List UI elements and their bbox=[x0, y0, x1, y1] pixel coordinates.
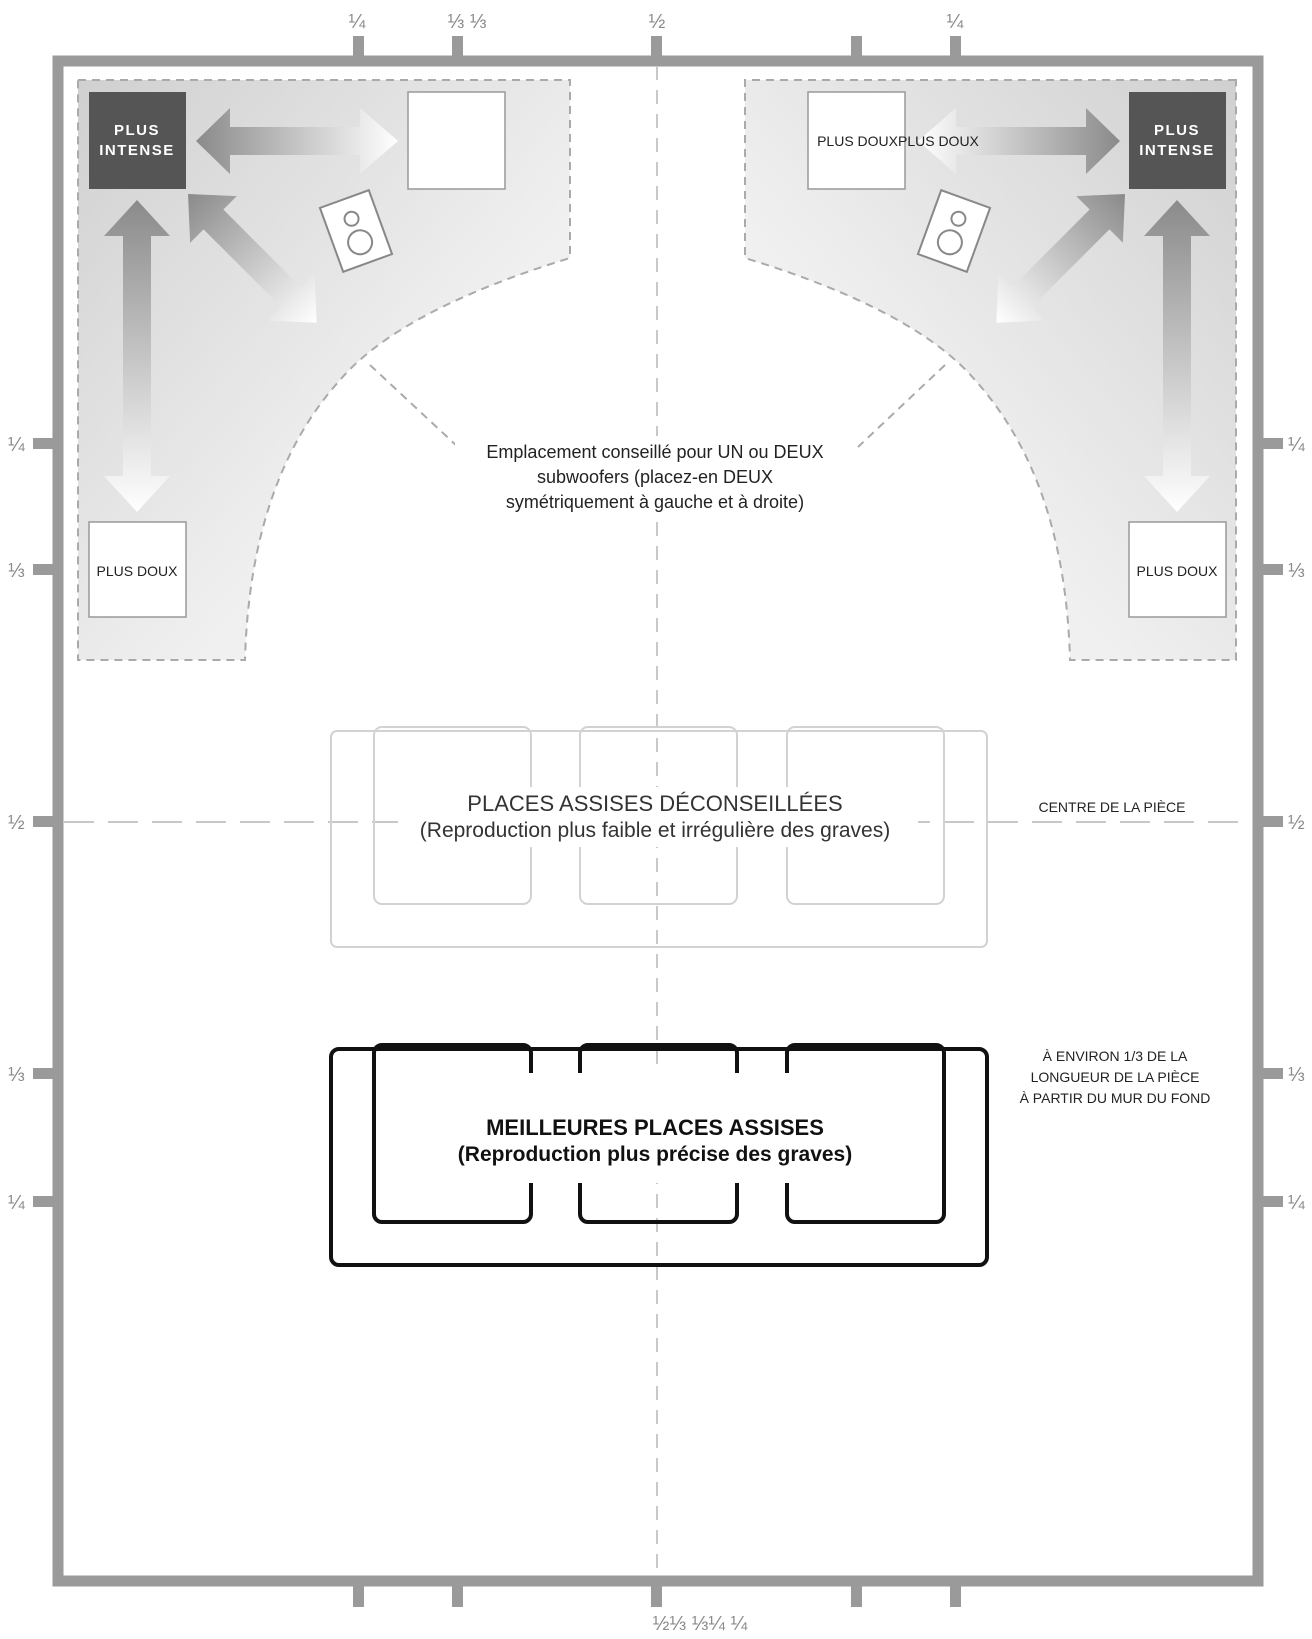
right-top-softer-label: PLUS DOUXPLUS DOUX bbox=[817, 133, 979, 149]
tick-mark bbox=[33, 816, 55, 827]
bad-seating-title: PLACES ASSISES DÉCONSEILLÉES bbox=[467, 791, 843, 816]
bad-seating-subtitle: (Reproduction plus faible et irrégulière des graves) bbox=[419, 819, 891, 842]
center-of-room-label: CENTRE DE LA PIÈCE bbox=[1038, 799, 1186, 815]
left-intense-box bbox=[89, 92, 186, 189]
tick-mark bbox=[651, 1583, 662, 1607]
distance-note-line: À PARTIR DU MUR DU FOND bbox=[1019, 1090, 1211, 1106]
tick-mark bbox=[452, 1583, 463, 1607]
right-tick-labels bbox=[1288, 434, 1305, 1214]
left-zone-pointer bbox=[370, 365, 458, 447]
right-intense-box bbox=[1129, 92, 1226, 189]
tick-mark bbox=[452, 36, 463, 60]
tick-label: ¼ bbox=[348, 11, 366, 33]
left-softer-label: PLUS DOUX bbox=[96, 563, 178, 579]
tick-mark bbox=[651, 36, 662, 60]
top-tick-labels bbox=[349, 11, 964, 33]
tick-mark bbox=[950, 1583, 961, 1607]
tick-mark bbox=[851, 1583, 862, 1607]
right-zone-pointer bbox=[858, 365, 945, 447]
best-seating-title: MEILLEURES PLACES ASSISES bbox=[486, 1115, 824, 1140]
tick-mark bbox=[1261, 1068, 1283, 1079]
right-softer-label: PLUS DOUX bbox=[1136, 563, 1218, 579]
left-intense-label: PLUS bbox=[113, 122, 161, 139]
left-top-softer-box bbox=[408, 92, 505, 189]
tick-label: ¼ bbox=[1288, 434, 1305, 456]
bottom-ticks bbox=[353, 1583, 961, 1607]
tick-mark bbox=[1261, 564, 1283, 575]
tick-mark bbox=[353, 36, 364, 60]
tick-label: ¼ bbox=[8, 1192, 25, 1214]
tick-mark bbox=[33, 1068, 55, 1079]
tick-label: ⅓ bbox=[8, 1064, 25, 1086]
distance-note bbox=[1020, 1048, 1211, 1106]
distance-note-line: À ENVIRON 1/3 DE LA bbox=[1042, 1048, 1188, 1064]
tick-mark bbox=[33, 438, 55, 449]
tick-mark bbox=[1261, 1196, 1283, 1207]
tick-label: ⅓ bbox=[1288, 560, 1305, 582]
tick-mark bbox=[950, 36, 961, 60]
left-intense-label: INTENSE bbox=[99, 142, 175, 159]
tick-label: ½ bbox=[8, 812, 25, 834]
tick-mark bbox=[1261, 438, 1283, 449]
bottom-tick-labels: ½⅓ ⅓¼ ¼ bbox=[652, 1613, 748, 1635]
tick-label: ¼ bbox=[946, 11, 964, 33]
distance-note-line: LONGUEUR DE LA PIÈCE bbox=[1030, 1069, 1200, 1085]
recommendation-line: symétriquement à gauche et à droite) bbox=[505, 492, 805, 512]
best-seating-subtitle: (Reproduction plus précise des graves) bbox=[457, 1143, 853, 1166]
tick-label: ½ bbox=[648, 11, 666, 33]
tick-label: ⅓ bbox=[1288, 1064, 1305, 1086]
tick-label: ¼ bbox=[8, 434, 25, 456]
tick-mark bbox=[353, 1583, 364, 1607]
tick-mark bbox=[33, 564, 55, 575]
tick-mark bbox=[851, 36, 862, 60]
right-intense-label: PLUS bbox=[1153, 122, 1201, 139]
left-tick-labels bbox=[8, 434, 25, 1214]
left-ticks bbox=[33, 438, 55, 1207]
recommendation-line: Emplacement conseillé pour UN ou DEUX bbox=[486, 442, 824, 462]
recommendation-line: subwoofers (placez-en DEUX bbox=[536, 467, 774, 487]
tick-label: ⅓ ⅓ bbox=[447, 11, 487, 33]
right-ticks bbox=[1261, 438, 1283, 1207]
right-intense-label: INTENSE bbox=[1139, 142, 1215, 159]
recommendation-text bbox=[455, 436, 855, 520]
tick-label: ¼ bbox=[1288, 1192, 1305, 1214]
tick-label: ½ bbox=[1288, 812, 1305, 834]
tick-mark bbox=[1261, 816, 1283, 827]
tick-label: ⅓ bbox=[8, 560, 25, 582]
tick-mark bbox=[33, 1196, 55, 1207]
